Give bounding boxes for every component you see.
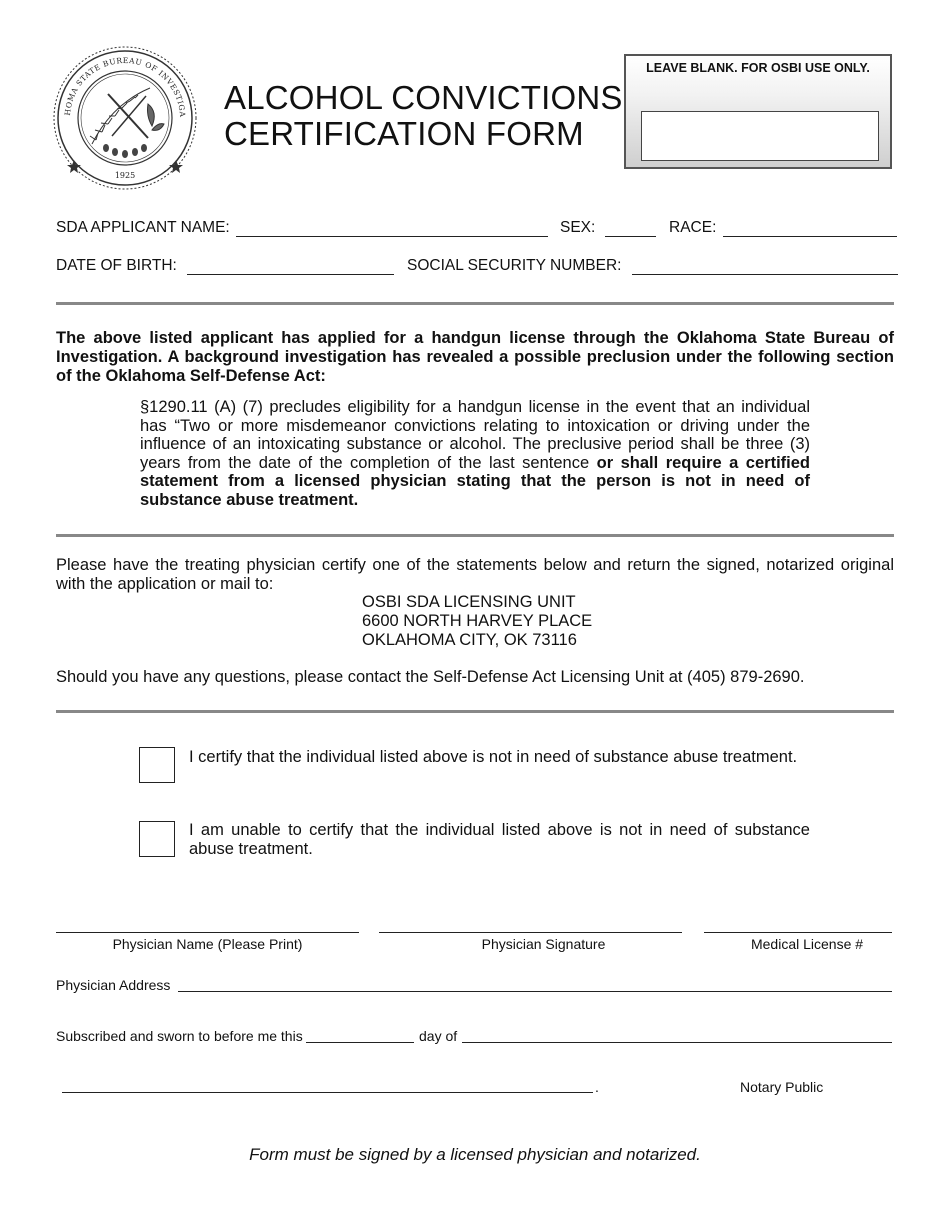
osbi-use-only-box bbox=[624, 54, 892, 169]
divider bbox=[56, 710, 894, 713]
race-label: RACE: bbox=[669, 219, 717, 236]
sworn-day-of: day of bbox=[419, 1028, 458, 1044]
sworn-month-year-field[interactable] bbox=[462, 1042, 892, 1043]
sex-field[interactable] bbox=[605, 236, 656, 237]
physician-signature-label: Physician Signature bbox=[481, 936, 606, 952]
instructions-text: Please have the treating physician certify one of the statements below and return the signed, notarized original with the application or mail to: bbox=[56, 556, 894, 593]
medical-license-field[interactable] bbox=[704, 932, 892, 933]
applicant-name-field[interactable] bbox=[236, 236, 548, 237]
statute-text-bold: or shall require a certified statement from a licensed physician stating that the person is not in need of substance abuse treatment. bbox=[140, 453, 810, 509]
address-line-3: OKLAHOMA CITY, OK 73116 bbox=[362, 631, 577, 649]
address-line-1: OSBI SDA LICENSING UNIT bbox=[362, 593, 576, 611]
dob-field[interactable] bbox=[187, 274, 394, 275]
osbi-seal-logo bbox=[52, 44, 198, 192]
notary-period: . bbox=[595, 1079, 599, 1095]
sex-label: SEX: bbox=[560, 219, 596, 236]
statute-text: §1290.11 (A) (7) precludes eligibility for a handgun license in the event that an individual has “Two or more misdemeanor convictions relating to intoxication or driving under the influence of an intoxicating substance or alcohol. The preclusive period shall be three (3) years from the date of the completion of the last sentence bbox=[140, 398, 810, 472]
race-field[interactable] bbox=[723, 236, 897, 237]
seal-year: 1925 bbox=[114, 171, 136, 180]
form-title bbox=[224, 80, 623, 152]
ssn-label: SOCIAL SECURITY NUMBER: bbox=[407, 257, 622, 274]
notary-signature-field[interactable] bbox=[62, 1092, 593, 1093]
physician-address-label: Physician Address bbox=[56, 977, 171, 993]
applicant-name-label: SDA APPLICANT NAME: bbox=[56, 219, 230, 236]
mailing-address bbox=[362, 593, 592, 650]
applicant-name-row bbox=[56, 219, 230, 237]
sworn-prefix: Subscribed and sworn to before me this bbox=[56, 1028, 303, 1044]
statute-quote bbox=[140, 398, 810, 510]
footer-note: Form must be signed by a licensed physician and notarized. bbox=[249, 1145, 701, 1164]
address-line-2: 6600 NORTH HARVEY PLACE bbox=[362, 612, 593, 630]
osbi-use-only-label: LEAVE BLANK. FOR OSBI USE ONLY. bbox=[646, 61, 870, 75]
physician-name-label: Physician Name (Please Print) bbox=[112, 936, 303, 952]
form-title-line-1: ALCOHOL CONVICTIONS bbox=[224, 79, 623, 116]
divider bbox=[56, 534, 894, 537]
certify-not-in-need-text: I certify that the individual listed above is not in need of substance abuse treatment. bbox=[189, 748, 798, 766]
physician-name-field[interactable] bbox=[56, 932, 359, 933]
seal-ring-text: HOMA STATE BUREAU OF INVESTIGA bbox=[62, 55, 188, 118]
form-title-line-2: CERTIFICATION FORM bbox=[224, 115, 584, 152]
ssn-field[interactable] bbox=[632, 274, 898, 275]
divider bbox=[56, 302, 894, 305]
preclusion-notice: The above listed applicant has applied for a handgun license through the Oklahoma State Bureau of Investigation. A background investigation has revealed a possible preclusion under the following section of the Oklahoma Self-Defense Act: bbox=[56, 329, 894, 385]
unable-to-certify-text: I am unable to certify that the individual listed above is not in need of substance abuse treatment. bbox=[189, 821, 810, 858]
sworn-day-field[interactable] bbox=[306, 1042, 414, 1043]
physician-signature-field[interactable] bbox=[379, 932, 682, 933]
notary-public-label: Notary Public bbox=[740, 1079, 824, 1095]
contact-text: Should you have any questions, please contact the Self-Defense Act Licensing Unit at (405) 879-2690. bbox=[56, 668, 805, 686]
medical-license-label: Medical License # bbox=[750, 936, 864, 952]
unable-to-certify-checkbox[interactable] bbox=[139, 821, 175, 857]
physician-address-field[interactable] bbox=[178, 991, 892, 992]
dob-label: DATE OF BIRTH: bbox=[56, 257, 177, 274]
osbi-use-only-field bbox=[641, 111, 879, 161]
certify-not-in-need-checkbox[interactable] bbox=[139, 747, 175, 783]
